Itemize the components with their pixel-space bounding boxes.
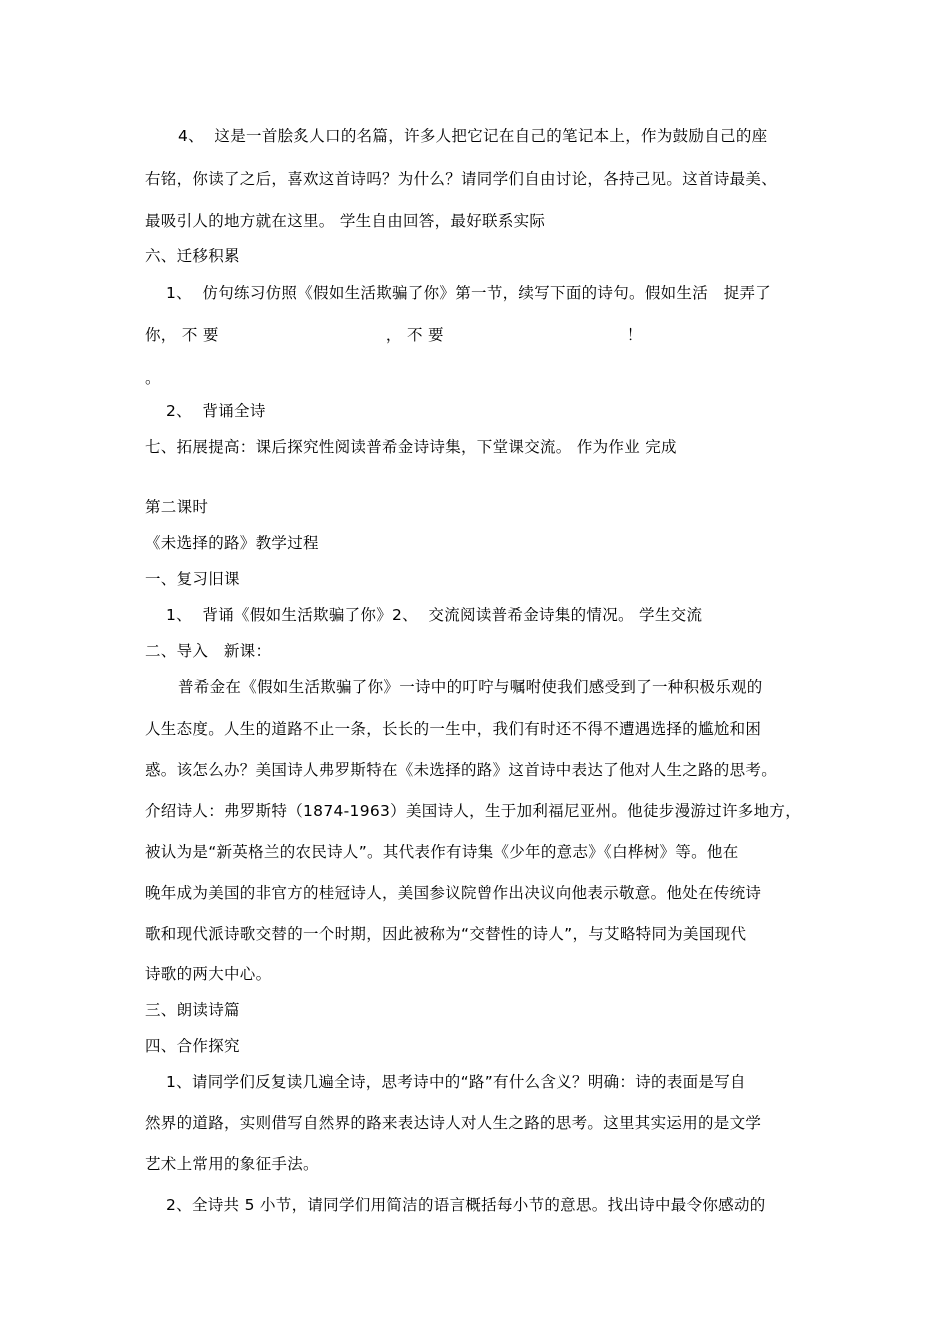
section-heading: 三、朗读诗篇 [145,1001,240,1019]
paragraph-line: 右铭，你读了之后，喜欢这首诗吗？为什么？请同学们自由讨论，各持己见。这首诗最美、 [145,170,778,188]
paragraph-line: 你， 不 要 ， 不 要 ！ [145,326,643,344]
paragraph-line: 4、 这是一首脍炙人口的名篇，许多人把它记在自己的笔记本上，作为鼓励自己的座 [178,127,768,145]
paragraph-line: 被认为是“新英格兰的农民诗人”。其代表作有诗集《少年的意志》《白桦树》等。他在 [145,843,739,861]
paragraph-line: 1、 仿句练习仿照《假如生活欺骗了你》第一节，续写下面的诗句。假如生活 捉弄了 [166,284,772,302]
paragraph-line: 2、全诗共 5 小节，请同学们用简洁的语言概括每小节的意思。找出诗中最令你感动的 [166,1196,766,1214]
paragraph-line: 1、 背诵《假如生活欺骗了你》2、 交流阅读普希金诗集的情况。 学生交流 [166,606,703,624]
paragraph-line: 然界的道路，实则借写自然界的路来表达诗人对人生之路的思考。这里其实运用的是文学 [145,1114,762,1132]
section-heading: 一、复习旧课 [145,570,240,588]
paragraph-line: 普希金在《假如生活欺骗了你》一诗中的叮咛与嘱咐使我们感受到了一种积极乐观的 [178,678,763,696]
paragraph-line: 1、请同学们反复读几遍全诗，思考诗中的“路”有什么含义？明确：诗的表面是写自 [166,1073,746,1091]
paragraph-line: 晚年成为美国的非官方的桂冠诗人，美国参议院曾作出决议向他表示敬意。他处在传统诗 [145,884,762,902]
lesson-title: 《未选择的路》教学过程 [145,534,319,552]
paragraph-line: 歌和现代派诗歌交替的一个时期，因此被称为“交替性的诗人”，与艾略特同为美国现代 [145,925,747,943]
paragraph-line: 最吸引人的地方就在这里。 学生自由回答，最好联系实际 [145,212,546,230]
paragraph-line: 介绍诗人：弗罗斯特（1874-1963）美国诗人，生于加利福尼亚州。他徒步漫游过许多地方， [145,802,801,820]
section-heading: 七、拓展提高：课后探究性阅读普希金诗诗集，下堂课交流。 作为作业 完成 [145,438,677,456]
paragraph-line: 2、 背诵全诗 [166,402,266,420]
paragraph-line: 诗歌的两大中心。 [145,965,272,983]
paragraph-line: 。 [145,369,161,387]
section-heading: 六、迁移积累 [145,247,240,265]
paragraph-line: 艺术上常用的象征手法。 [145,1155,319,1173]
section-heading: 四、合作探究 [145,1037,240,1055]
lesson-heading: 第二课时 [145,498,209,516]
section-heading: 二、导入 新课： [145,642,272,660]
paragraph-line: 惑。该怎么办？美国诗人弗罗斯特在《未选择的路》这首诗中表达了他对人生之路的思考。 [145,761,778,779]
paragraph-line: 人生态度。人生的道路不止一条，长长的一生中，我们有时还不得不遭遇选择的尴尬和困 [145,720,762,738]
